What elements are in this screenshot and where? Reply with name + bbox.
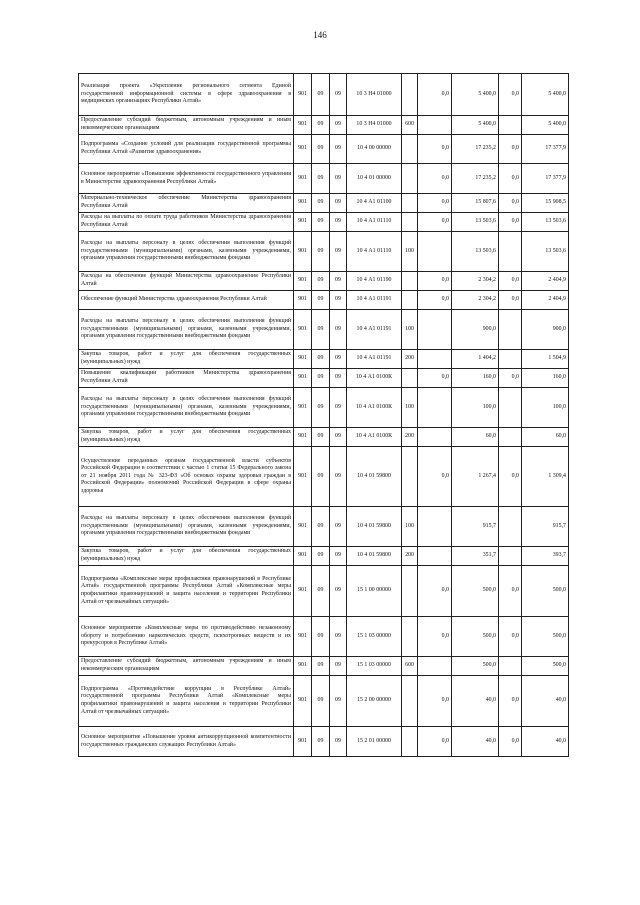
table-row	[79, 272, 569, 291]
target-article-code: 10 4 А1 0100К	[347, 369, 402, 388]
amount-3	[499, 310, 522, 350]
admin-code: 901	[294, 194, 312, 213]
admin-code: 901	[294, 676, 312, 727]
table-row	[79, 135, 569, 164]
section-code: 09	[312, 428, 330, 447]
expense-type-code	[402, 727, 418, 757]
table-row	[79, 566, 569, 617]
expense-type-code	[402, 272, 418, 291]
target-article-code: 10 4 01 59800	[347, 447, 402, 507]
admin-code: 901	[294, 135, 312, 164]
amount-4: 17 377,9	[522, 164, 569, 194]
amount-1: 0,0	[418, 676, 452, 727]
row-description: Закупка товаров, работ и услуг для обеспечения государственных (муниципальных) нужд	[79, 547, 294, 566]
amount-3: 0,0	[499, 447, 522, 507]
target-article-code: 10 4 А1 01110	[347, 213, 402, 232]
section-code: 09	[312, 116, 330, 135]
amount-3	[499, 388, 522, 428]
table-row	[79, 291, 569, 310]
row-description: Предоставление субсидий бюджетным, автономным учреждениям и иным некоммерческим организациям	[79, 116, 294, 135]
section-code: 09	[312, 727, 330, 757]
subsection-code: 09	[330, 213, 347, 232]
row-description: Обеспечение функций Министерства здравоохранения Республики Алтай	[79, 291, 294, 310]
section-code: 09	[312, 164, 330, 194]
amount-2: 160,0	[452, 369, 499, 388]
expense-type-code	[402, 447, 418, 507]
subsection-code: 09	[330, 507, 347, 547]
amount-1: 0,0	[418, 291, 452, 310]
amount-1	[418, 547, 452, 566]
expense-type-code	[402, 213, 418, 232]
amount-2: 40,0	[452, 676, 499, 727]
amount-3: 0,0	[499, 194, 522, 213]
admin-code: 901	[294, 116, 312, 135]
amount-4: 40,0	[522, 676, 569, 727]
table-row	[79, 116, 569, 135]
admin-code: 901	[294, 232, 312, 272]
table-body	[79, 74, 569, 757]
table-row	[79, 507, 569, 547]
section-code: 09	[312, 310, 330, 350]
row-description: Повышение квалификации работников Министерства здравоохранения Республики Алтай	[79, 369, 294, 388]
admin-code: 901	[294, 74, 312, 116]
row-description: Расходы на обеспечение функций Министерства здравоохранения Республики Алтай	[79, 272, 294, 291]
amount-4: 2 404,9	[522, 272, 569, 291]
page-number: 146	[313, 30, 327, 40]
amount-1: 0,0	[418, 272, 452, 291]
amount-4: 15 908,5	[522, 194, 569, 213]
row-description: Основное мероприятие «Повышение уровня антикоррупционной компетентности государственных гражданских служащих Республики Алтай»	[79, 727, 294, 757]
amount-2: 5 400,0	[452, 116, 499, 135]
expense-type-code: 600	[402, 657, 418, 676]
subsection-code: 09	[330, 657, 347, 676]
amount-2: 915,7	[452, 507, 499, 547]
section-code: 09	[312, 194, 330, 213]
amount-1	[418, 428, 452, 447]
row-description: Расходы на выплаты персоналу в целях обеспечения выполнения функций государственными (муниципальными) органами, казенными учреждениями, органами управления государственными внебюджетными фондами	[79, 507, 294, 547]
table-row	[79, 74, 569, 116]
row-description: Осуществление переданных органам государственной власти субъектов Российской Федерации в соответствии с частью 1 статьи 15 Федерального закона от 21 ноября 2011 года № 323-ФЗ «Об основах охраны здоровья граждан в Российской Федерации» полномочий Российской Федерации в сфере охраны здоровья	[79, 447, 294, 507]
admin-code: 901	[294, 272, 312, 291]
admin-code: 901	[294, 507, 312, 547]
section-code: 09	[312, 447, 330, 507]
subsection-code: 09	[330, 310, 347, 350]
admin-code: 901	[294, 213, 312, 232]
subsection-code: 09	[330, 291, 347, 310]
row-description: Подпрограмма «Создание условий для реализации государственной программы Республики Алтай «Развитие здравоохранения»	[79, 135, 294, 164]
expense-type-code	[402, 291, 418, 310]
amount-1: 0,0	[418, 566, 452, 617]
section-code: 09	[312, 566, 330, 617]
table-row	[79, 676, 569, 727]
admin-code: 901	[294, 291, 312, 310]
expense-type-code: 200	[402, 547, 418, 566]
amount-3: 0,0	[499, 291, 522, 310]
amount-4: 17 377,9	[522, 135, 569, 164]
amount-2: 2 304,2	[452, 291, 499, 310]
amount-3: 0,0	[499, 617, 522, 657]
target-article-code: 10 4 А1 0100К	[347, 388, 402, 428]
amount-1: 0,0	[418, 74, 452, 116]
target-article-code: 15 1 03 00000	[347, 617, 402, 657]
subsection-code: 09	[330, 447, 347, 507]
expense-type-code	[402, 135, 418, 164]
amount-3	[499, 232, 522, 272]
target-article-code: 10 4 А1 01110	[347, 232, 402, 272]
target-article-code: 10 3 Н4 01000	[347, 74, 402, 116]
amount-1: 0,0	[418, 194, 452, 213]
table-row	[79, 617, 569, 657]
amount-1	[418, 310, 452, 350]
admin-code: 901	[294, 547, 312, 566]
admin-code: 901	[294, 447, 312, 507]
target-article-code: 15 2 00 00000	[347, 676, 402, 727]
amount-3: 0,0	[499, 135, 522, 164]
amount-1	[418, 350, 452, 369]
budget-table	[78, 73, 569, 757]
amount-2: 500,0	[452, 617, 499, 657]
amount-1	[418, 116, 452, 135]
amount-3	[499, 428, 522, 447]
amount-1: 0,0	[418, 447, 452, 507]
section-code: 09	[312, 232, 330, 272]
amount-2: 900,0	[452, 310, 499, 350]
section-code: 09	[312, 350, 330, 369]
expense-type-code: 100	[402, 310, 418, 350]
expense-type-code	[402, 164, 418, 194]
amount-2: 17 235,2	[452, 164, 499, 194]
amount-4: 900,0	[522, 310, 569, 350]
amount-4: 100,0	[522, 388, 569, 428]
amount-4: 1 309,4	[522, 447, 569, 507]
subsection-code: 09	[330, 135, 347, 164]
section-code: 09	[312, 507, 330, 547]
amount-2: 1 404,2	[452, 350, 499, 369]
admin-code: 901	[294, 369, 312, 388]
subsection-code: 09	[330, 164, 347, 194]
amount-1: 0,0	[418, 213, 452, 232]
target-article-code: 15 1 00 00000	[347, 566, 402, 617]
amount-2: 13 503,6	[452, 232, 499, 272]
row-description: Основное мероприятие «Комплексные меры по противодействию незаконному обороту и потреблению наркотических средств, психотропных веществ и их прекурсоров в Республике Алтай»	[79, 617, 294, 657]
target-article-code: 15 1 03 00000	[347, 657, 402, 676]
amount-1	[418, 657, 452, 676]
amount-1: 0,0	[418, 617, 452, 657]
table-row	[79, 428, 569, 447]
expense-type-code: 600	[402, 116, 418, 135]
amount-2: 2 304,2	[452, 272, 499, 291]
admin-code: 901	[294, 727, 312, 757]
amount-4: 13 503,6	[522, 232, 569, 272]
section-code: 09	[312, 676, 330, 727]
amount-3	[499, 657, 522, 676]
row-description: Подпрограмма «Комплексные меры профилактики правонарушений в Республике Алтай» государственной программы Республики Алтай «Комплексные меры профилактики правонарушений и защита населения и территории Республики Алтай от чрезвычайных ситуаций»	[79, 566, 294, 617]
target-article-code: 10 4 А1 01191	[347, 291, 402, 310]
subsection-code: 09	[330, 428, 347, 447]
amount-1: 0,0	[418, 727, 452, 757]
table-row	[79, 547, 569, 566]
amount-2: 1 267,4	[452, 447, 499, 507]
expense-type-code: 200	[402, 350, 418, 369]
section-code: 09	[312, 617, 330, 657]
amount-3: 0,0	[499, 74, 522, 116]
target-article-code: 10 4 01 59800	[347, 507, 402, 547]
expense-type-code: 100	[402, 507, 418, 547]
amount-4: 160,0	[522, 369, 569, 388]
admin-code: 901	[294, 388, 312, 428]
row-description: Расходы на выплаты персоналу в целях обеспечения выполнения функций государственными (муниципальными) органами, казенными учреждениями, органами управления государственными внебюджетными фондами	[79, 310, 294, 350]
subsection-code: 09	[330, 350, 347, 369]
amount-2: 13 503,6	[452, 213, 499, 232]
expense-type-code	[402, 74, 418, 116]
section-code: 09	[312, 547, 330, 566]
section-code: 09	[312, 272, 330, 291]
target-article-code: 10 4 01 00000	[347, 164, 402, 194]
admin-code: 901	[294, 428, 312, 447]
amount-4: 915,7	[522, 507, 569, 547]
expense-type-code	[402, 617, 418, 657]
amount-3	[499, 116, 522, 135]
amount-1	[418, 232, 452, 272]
amount-3: 0,0	[499, 566, 522, 617]
row-description: Закупка товаров, работ и услуг для обеспечения государственных (муниципальных) нужд	[79, 428, 294, 447]
amount-4: 13 503,6	[522, 213, 569, 232]
amount-2: 500,0	[452, 657, 499, 676]
amount-4: 500,0	[522, 617, 569, 657]
subsection-code: 09	[330, 676, 347, 727]
expense-type-code: 100	[402, 232, 418, 272]
subsection-code: 09	[330, 617, 347, 657]
section-code: 09	[312, 657, 330, 676]
amount-3	[499, 507, 522, 547]
expense-type-code	[402, 676, 418, 727]
table-row	[79, 350, 569, 369]
amount-3: 0,0	[499, 213, 522, 232]
amount-4: 1 504,9	[522, 350, 569, 369]
amount-1: 0,0	[418, 164, 452, 194]
row-description: Расходы на выплаты персоналу в целях обеспечения выполнения функций государственными (муниципальными) органами, казенными учреждениями, органами управления государственными внебюджетными фондами	[79, 388, 294, 428]
target-article-code: 10 4 А1 0100К	[347, 428, 402, 447]
expense-type-code	[402, 369, 418, 388]
amount-2: 17 235,2	[452, 135, 499, 164]
amount-4: 40,0	[522, 727, 569, 757]
table-row	[79, 727, 569, 757]
expense-type-code	[402, 566, 418, 617]
amount-4: 500,0	[522, 657, 569, 676]
amount-3: 0,0	[499, 676, 522, 727]
admin-code: 901	[294, 350, 312, 369]
section-code: 09	[312, 135, 330, 164]
table-row	[79, 388, 569, 428]
table-row	[79, 447, 569, 507]
amount-4: 5 400,0	[522, 116, 569, 135]
amount-2: 60,0	[452, 428, 499, 447]
row-description: Предоставление субсидий бюджетным, автономным учреждениям и иным некоммерческим организациям	[79, 657, 294, 676]
admin-code: 901	[294, 617, 312, 657]
subsection-code: 09	[330, 194, 347, 213]
row-description: Основное мероприятие «Повышение эффективности государственного управления в Министерстве здравоохранения Республики Алтай»	[79, 164, 294, 194]
subsection-code: 09	[330, 116, 347, 135]
table-row	[79, 369, 569, 388]
expense-type-code: 100	[402, 388, 418, 428]
target-article-code: 10 4 А1 01190	[347, 272, 402, 291]
amount-1: 0,0	[418, 135, 452, 164]
subsection-code: 09	[330, 369, 347, 388]
subsection-code: 09	[330, 566, 347, 617]
admin-code: 901	[294, 566, 312, 617]
subsection-code: 09	[330, 727, 347, 757]
expense-type-code	[402, 194, 418, 213]
amount-3: 0,0	[499, 164, 522, 194]
table-row	[79, 657, 569, 676]
amount-1: 0,0	[418, 369, 452, 388]
row-description: Закупка товаров, работ и услуг для обеспечения государственных (муниципальных) нужд	[79, 350, 294, 369]
subsection-code: 09	[330, 74, 347, 116]
amount-1	[418, 507, 452, 547]
amount-2: 351,7	[452, 547, 499, 566]
amount-2: 40,0	[452, 727, 499, 757]
admin-code: 901	[294, 657, 312, 676]
amount-3	[499, 350, 522, 369]
target-article-code: 10 3 Н4 01000	[347, 116, 402, 135]
target-article-code: 10 4 00 00000	[347, 135, 402, 164]
amount-2: 100,0	[452, 388, 499, 428]
amount-2: 15 807,6	[452, 194, 499, 213]
target-article-code: 15 2 01 00000	[347, 727, 402, 757]
section-code: 09	[312, 388, 330, 428]
row-description: Реализация проекта «Укрепление регионального сегмента Единой государственной информационной системы в сфере здравоохранения в медицинских организациях Республики Алтай»	[79, 74, 294, 116]
expense-type-code: 200	[402, 428, 418, 447]
section-code: 09	[312, 291, 330, 310]
amount-4: 500,0	[522, 566, 569, 617]
subsection-code: 09	[330, 272, 347, 291]
table-row	[79, 213, 569, 232]
section-code: 09	[312, 74, 330, 116]
table-row	[79, 232, 569, 272]
amount-2: 500,0	[452, 566, 499, 617]
section-code: 09	[312, 369, 330, 388]
amount-4: 5 400,0	[522, 74, 569, 116]
amount-3: 0,0	[499, 369, 522, 388]
amount-4: 2 404,9	[522, 291, 569, 310]
target-article-code: 10 4 А1 01100	[347, 194, 402, 213]
amount-2: 5 400,0	[452, 74, 499, 116]
table-row	[79, 310, 569, 350]
row-description: Расходы на выплаты по оплате труда работников Министерства здравоохранения Республики Алтай	[79, 213, 294, 232]
subsection-code: 09	[330, 232, 347, 272]
target-article-code: 10 4 А1 01191	[347, 350, 402, 369]
amount-3: 0,0	[499, 272, 522, 291]
subsection-code: 09	[330, 388, 347, 428]
amount-3: 0,0	[499, 727, 522, 757]
row-description: Расходы на выплаты персоналу в целях обеспечения выполнения функций государственными (муниципальными) органами, казенными учреждениями, органами управления государственными внебюджетными фондами	[79, 232, 294, 272]
admin-code: 901	[294, 164, 312, 194]
target-article-code: 10 4 А1 01191	[347, 310, 402, 350]
admin-code: 901	[294, 310, 312, 350]
row-description: Подпрограмма «Противодействие коррупции в Республике Алтай» государственной программы Республики Алтай «Комплексные меры профилактики правонарушений и защита населения и территории Республики Алтай от чрезвычайных ситуаций»	[79, 676, 294, 727]
amount-4: 393,7	[522, 547, 569, 566]
amount-1	[418, 388, 452, 428]
table-row	[79, 194, 569, 213]
amount-3	[499, 547, 522, 566]
section-code: 09	[312, 213, 330, 232]
row-description: Материально-техническое обеспечение Министерства здравоохранения Республики Алтай	[79, 194, 294, 213]
amount-4: 60,0	[522, 428, 569, 447]
table-row	[79, 164, 569, 194]
target-article-code: 10 4 01 59800	[347, 547, 402, 566]
subsection-code: 09	[330, 547, 347, 566]
